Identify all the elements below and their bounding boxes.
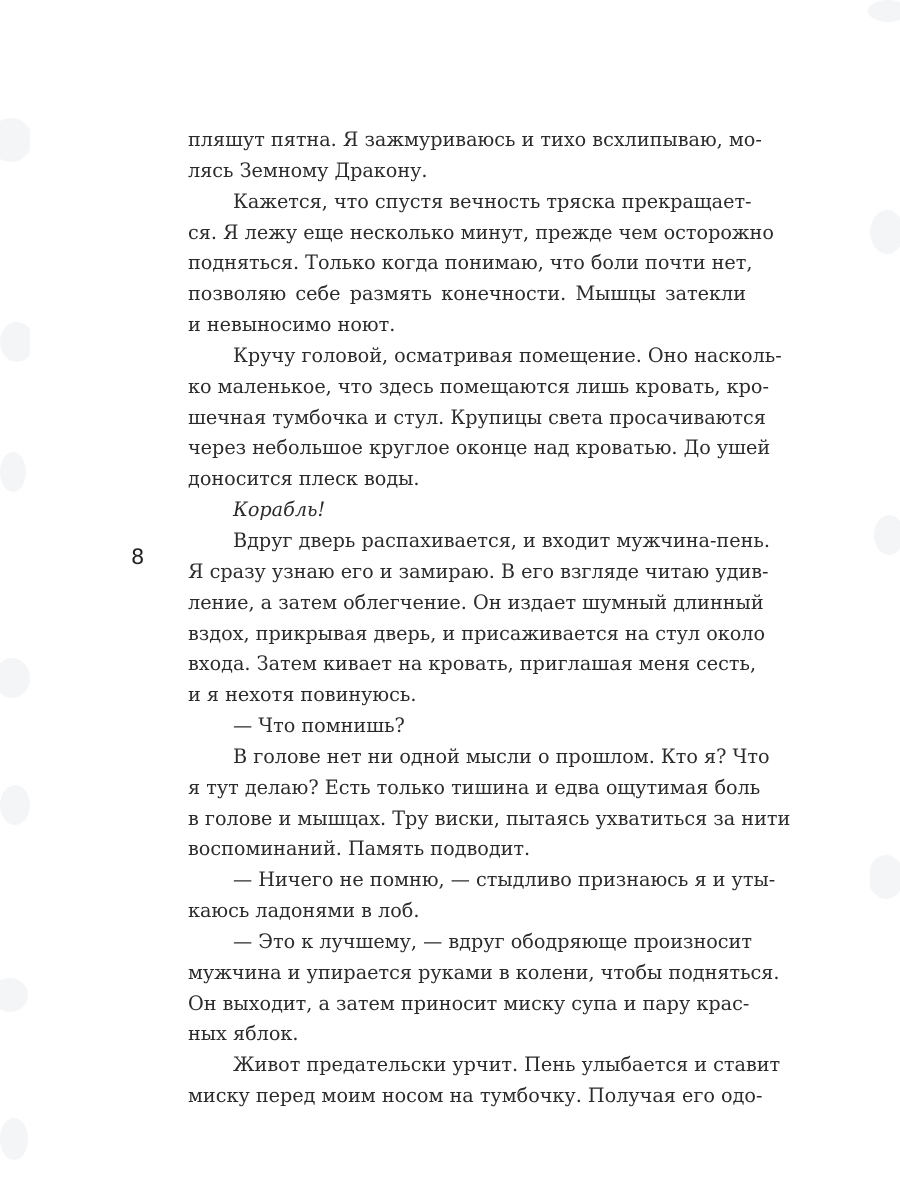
background-blob: [868, 0, 900, 22]
text-line: Вдруг дверь распахивается, и входит мужчина-пень.: [233, 528, 770, 552]
dialogue-line: — Это к лучшему, — вдруг ободряюще произносит: [233, 929, 752, 953]
text-line: лясь Земному Дракону.: [188, 158, 428, 182]
text-line: через небольшое круглое оконце над кроватью. До ушей: [188, 436, 771, 460]
background-blob: [874, 515, 900, 555]
dialogue-line: — Ничего не помню, — стыдливо признаюсь я и уты-: [233, 868, 776, 892]
text-line: в голове и мышцах. Тру виски, пытаясь ухватиться за нити: [188, 806, 791, 830]
background-blob: [0, 118, 32, 162]
background-blob: [0, 452, 26, 492]
text-line: доносится плеск воды.: [188, 467, 420, 491]
text-line: В голове нет ни одной мысли о прошлом. Кто я? Что: [233, 744, 770, 768]
text-line: входа. Затем кивает на кровать, приглашая меня сесть,: [188, 652, 757, 676]
text-line: шечная тумбочка и стул. Крупицы света просачиваются: [188, 405, 766, 429]
text-line: я тут делаю? Есть только тишина и едва ощутимая боль: [188, 775, 761, 799]
background-blob: [0, 1118, 28, 1160]
text-line: Он выходит, а затем приносит миску супа и пару крас-: [188, 991, 750, 1015]
italic-exclamation: Корабль!: [233, 498, 326, 522]
body-text: [188, 125, 791, 1112]
background-blob: [868, 855, 900, 899]
dialogue-line: — Что помнишь?: [233, 714, 405, 738]
text-line: мужчина и упирается руками в колени, чтобы подняться.: [188, 960, 780, 984]
text-line: миску перед моим носом на тумбочку. Получая его одо-: [188, 1084, 763, 1108]
background-blob: [870, 210, 900, 254]
text-line: вздох, прикрывая дверь, и присаживается на стул около: [188, 621, 766, 645]
text-line: и я нехотя повинуюсь.: [188, 683, 417, 707]
text-line: ных яблок.: [188, 1022, 299, 1046]
background-blob: [0, 322, 34, 362]
text-line: Кажется, что спустя вечность тряска прекращает-: [233, 189, 752, 213]
text-line: подняться. Только когда понимаю, что боли почти нет,: [188, 251, 753, 275]
text-line: позволяю себе размять конечности. Мышцы затекли: [188, 282, 746, 306]
text-line: ление, а затем облегчение. Он издает шумный длинный: [188, 590, 764, 614]
text-line: Кручу головой, осматривая помещение. Оно насколь-: [233, 343, 782, 367]
page-number: 8: [131, 545, 145, 569]
background-blob: [0, 978, 28, 1012]
text-line: и невыносимо ноют.: [188, 313, 396, 337]
background-blob: [0, 785, 30, 825]
text-line: каюсь ладонями в лоб.: [188, 899, 420, 923]
background-blob: [0, 658, 30, 698]
text-line: Я сразу узнаю его и замираю. В его взгляде читаю удив-: [188, 559, 769, 583]
text-line: Живот предательски урчит. Пень улыбается и ставит: [233, 1053, 781, 1077]
text-line: воспоминаний. Память подводит.: [188, 837, 531, 861]
text-line: ся. Я лежу еще несколько минут, прежде чем осторожно: [188, 220, 774, 244]
text-line: пляшут пятна. Я зажмуриваюсь и тихо всхлипываю, мо-: [188, 128, 762, 151]
text-line: ко маленькое, что здесь помещаются лишь кровать, кро-: [188, 374, 769, 398]
